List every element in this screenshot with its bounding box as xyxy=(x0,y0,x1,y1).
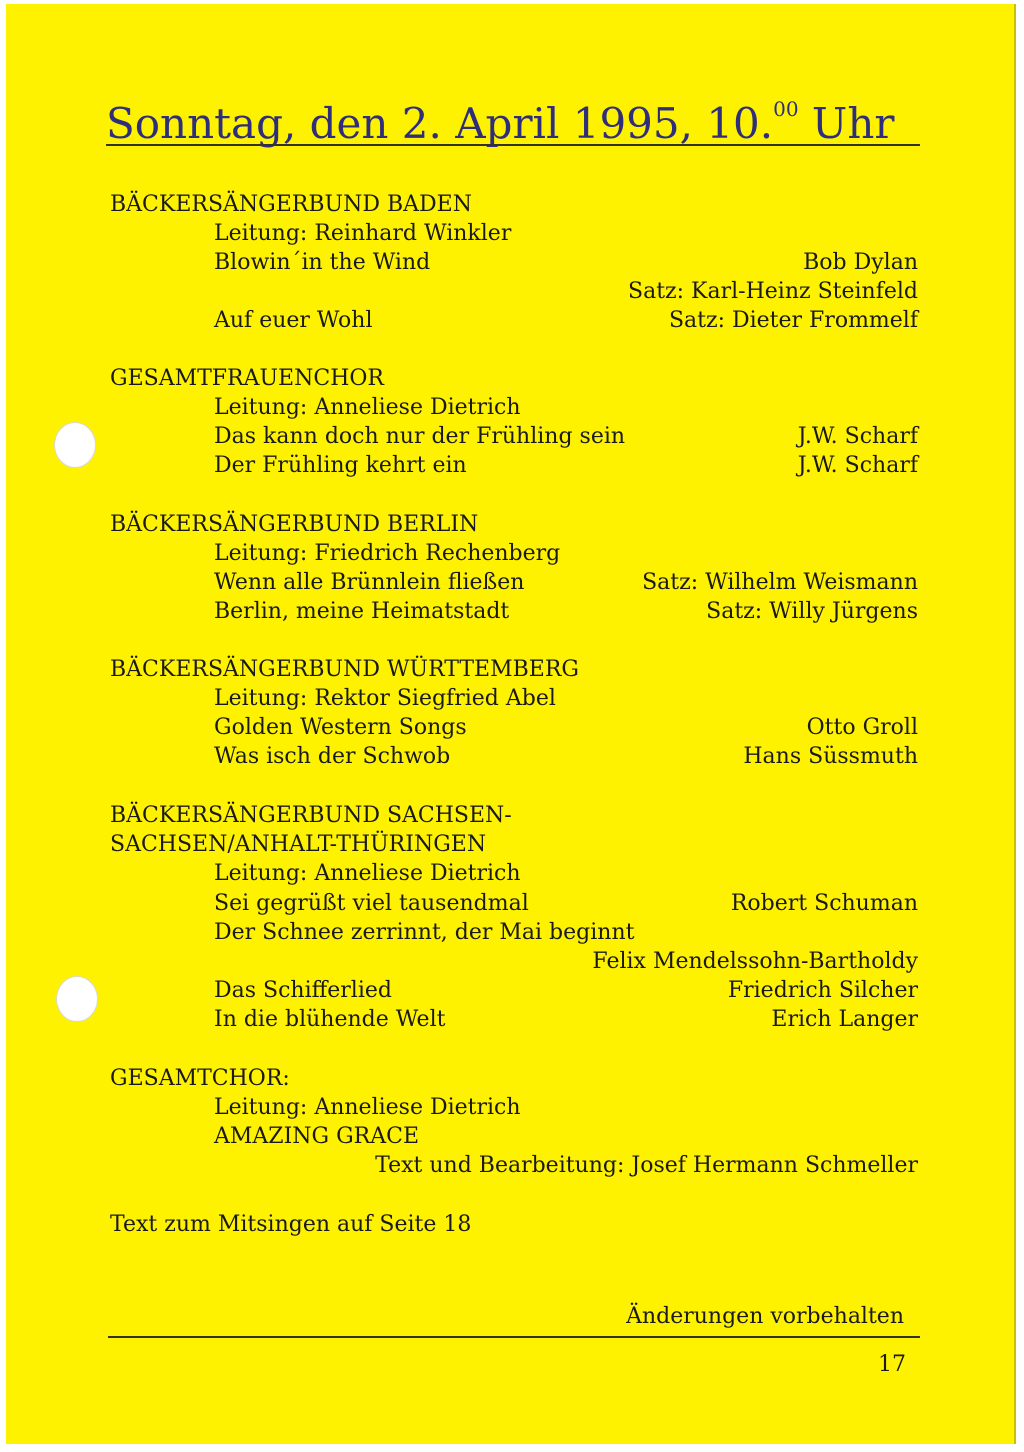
song-composer: Satz: Dieter Frommelf xyxy=(668,308,918,333)
song-arranger: Satz: Karl-Heinz Steinfeld xyxy=(628,279,918,304)
choir-heading: GESAMTCHOR: xyxy=(110,1066,290,1091)
page-number: 17 xyxy=(878,1352,906,1377)
song-composer: Bob Dylan xyxy=(803,250,918,275)
song-title: Sei gegrüßt viel tausendmal xyxy=(214,891,529,916)
song-row xyxy=(110,742,918,772)
conductor-line: Leitung: Reinhard Winkler xyxy=(214,221,512,246)
song-title: Das Schifferlied xyxy=(214,978,392,1003)
song-row xyxy=(110,277,918,307)
choir-heading: BÄCKERSÄNGERBUND WÜRTTEMBERG xyxy=(110,657,579,682)
song-row xyxy=(110,568,918,598)
changes-reserved-note: Änderungen vorbehalten xyxy=(626,1304,904,1329)
song-row xyxy=(110,1122,918,1152)
song-title: Auf euer Wohl xyxy=(214,308,373,333)
song-title: Das kann doch nur der Frühling sein xyxy=(214,424,626,449)
title-divider xyxy=(106,144,920,146)
choir-heading: BÄCKERSÄNGERBUND BADEN xyxy=(110,192,472,217)
song-row xyxy=(110,1005,918,1035)
singalong-note: Text zum Mitsingen auf Seite 18 xyxy=(110,1212,472,1237)
time-superscript: 00 xyxy=(773,97,799,121)
choir-heading: BÄCKERSÄNGERBUND SACHSEN- xyxy=(110,803,512,828)
song-row xyxy=(110,918,918,948)
song-composer: Friedrich Silcher xyxy=(727,978,918,1003)
song-row xyxy=(110,422,918,452)
song-row xyxy=(110,889,918,919)
footer-divider xyxy=(108,1336,920,1338)
conductor-line: Leitung: Anneliese Dietrich xyxy=(214,861,521,886)
song-composer: J.W. Scharf xyxy=(797,453,918,478)
song-composer: J.W. Scharf xyxy=(797,424,918,449)
song-composer: Satz: Wilhelm Weismann xyxy=(642,570,918,595)
conductor-line: Leitung: Anneliese Dietrich xyxy=(214,395,521,420)
conductor-line: Leitung: Friedrich Rechenberg xyxy=(214,541,561,566)
song-row xyxy=(110,713,918,743)
choir-heading-line2: SACHSEN/ANHALT-THÜRINGEN xyxy=(110,832,487,857)
song-row xyxy=(110,451,918,481)
song-row xyxy=(110,976,918,1006)
song-title: Blowin´in the Wind xyxy=(214,250,431,275)
song-row xyxy=(110,1151,918,1181)
program-page xyxy=(6,4,1014,1444)
song-title: Der Frühling kehrt ein xyxy=(214,453,467,478)
song-row xyxy=(110,597,918,627)
song-composer: Felix Mendelssohn-Bartholdy xyxy=(592,949,918,974)
song-composer: Erich Langer xyxy=(771,1007,918,1032)
punch-hole xyxy=(56,976,98,1022)
song-title: Berlin, meine Heimatstadt xyxy=(214,599,510,624)
song-title: Was isch der Schwob xyxy=(214,744,451,769)
song-composer: Robert Schuman xyxy=(730,891,918,916)
song-title: Wenn alle Brünnlein fließen xyxy=(214,570,525,595)
song-row xyxy=(110,947,918,977)
song-composer: Hans Süssmuth xyxy=(743,744,918,769)
song-row xyxy=(110,248,918,278)
conductor-line: Leitung: Anneliese Dietrich xyxy=(214,1095,521,1120)
song-composer: Satz: Willy Jürgens xyxy=(706,599,918,624)
song-composer: Otto Groll xyxy=(806,715,918,740)
punch-hole xyxy=(54,422,96,468)
song-title: AMAZING GRACE xyxy=(214,1124,420,1149)
choir-heading: BÄCKERSÄNGERBUND BERLIN xyxy=(110,512,479,537)
song-composer: Text und Bearbeitung: Josef Hermann Schmeller xyxy=(375,1153,918,1178)
song-title: In die blühende Welt xyxy=(214,1007,446,1032)
page-title: Sonntag, den 2. April 1995, 10.00 Uhr xyxy=(106,97,895,148)
conductor-line: Leitung: Rektor Siegfried Abel xyxy=(214,686,556,711)
song-title: Der Schnee zerrinnt, der Mai beginnt xyxy=(214,920,635,945)
song-row xyxy=(110,306,918,336)
choir-heading: GESAMTFRAUENCHOR xyxy=(110,366,384,391)
song-title: Golden Western Songs xyxy=(214,715,467,740)
